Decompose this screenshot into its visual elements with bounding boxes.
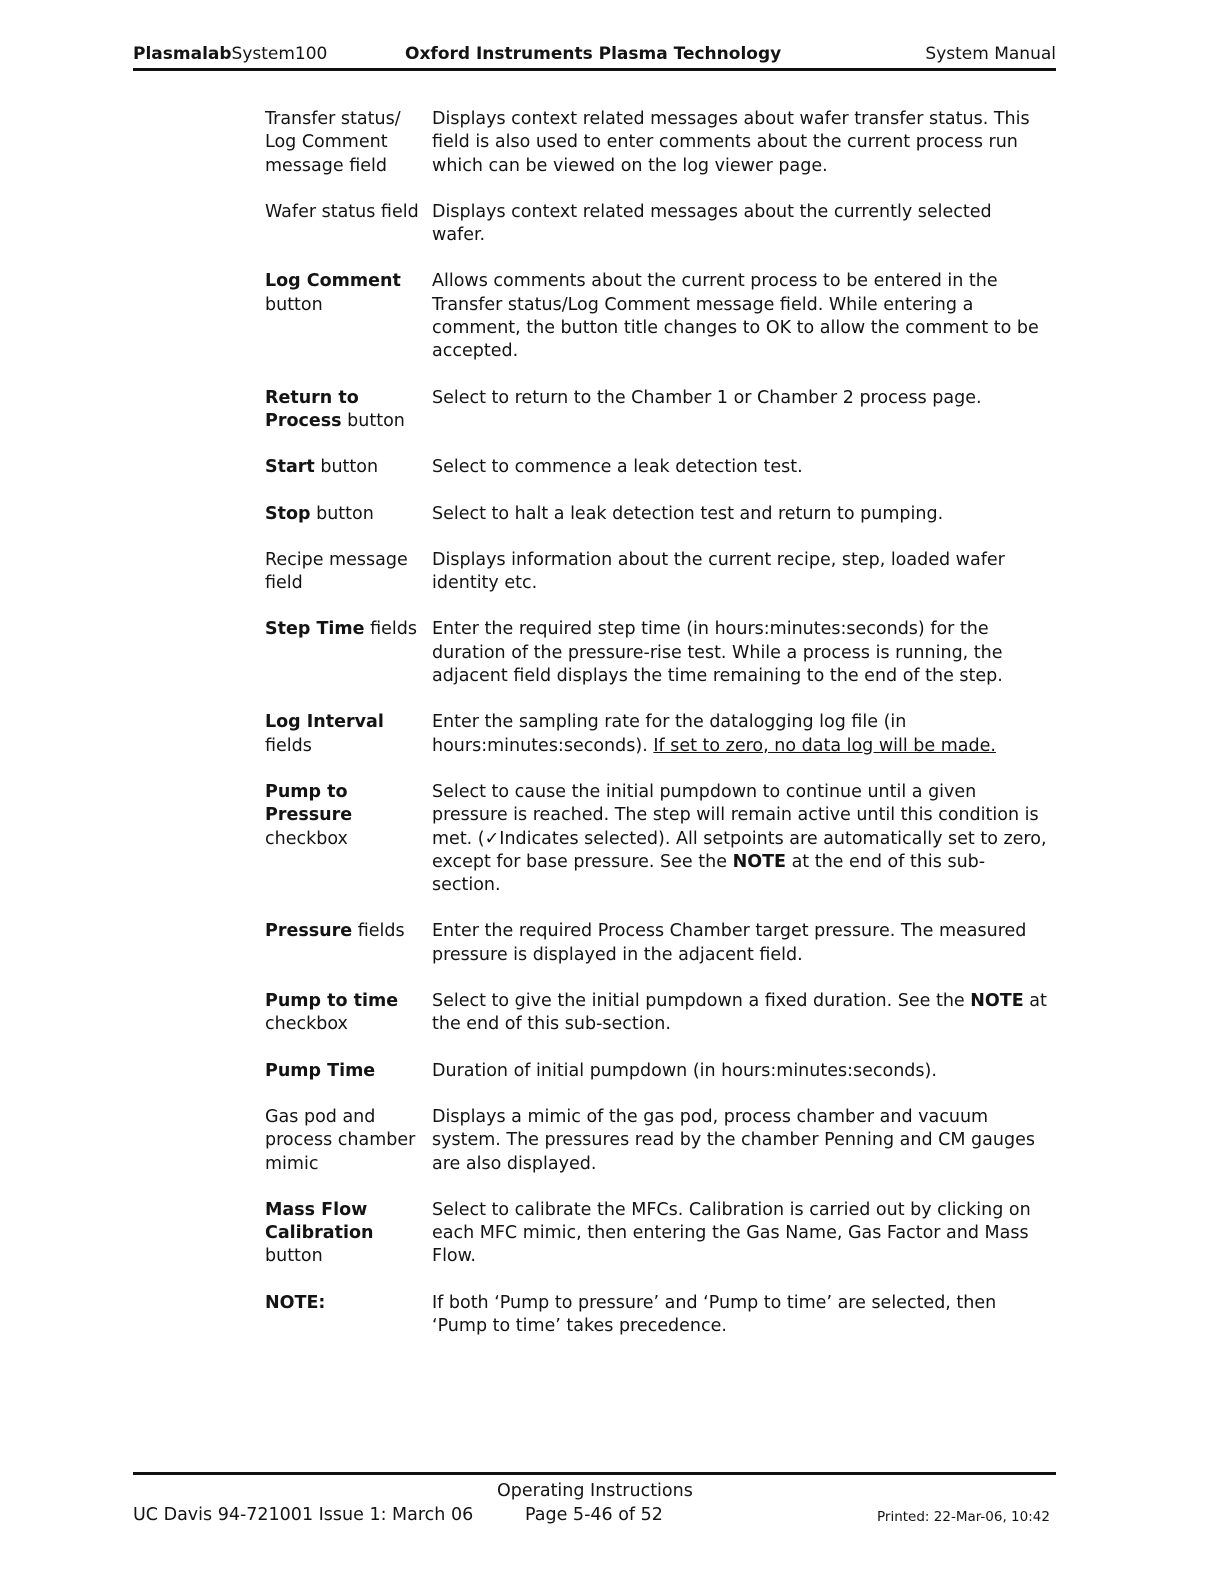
definition-row [265,920,1055,967]
description-text: Select to calibrate the MFCs. Calibration is carried out by clicking on each MFC mimic, then entering the Gas Name, Gas Factor and Mass Flow. [432,1199,1031,1267]
term-bold: Start [265,457,315,478]
definition-description [432,108,1047,178]
description-text: Select to return to the Chamber 1 or Chamber 2 process page. [432,387,982,408]
description-text: Enter the required step time (in hours:minutes:seconds) for the duration of the pressure-rise test. While a process is running, the adjacent field displays the time remaining to the end of the step. [432,619,1003,687]
definition-term [265,108,432,178]
term-bold: Pump Time [265,1060,376,1081]
definition-description [432,1199,1047,1269]
definition-row [265,270,1055,363]
definition-row [265,201,1055,248]
definition-row [265,387,1055,434]
page-header [133,42,1056,71]
definition-description [432,618,1047,688]
description-bold: NOTE [970,991,1024,1012]
definition-description [432,456,1047,479]
definition-description [432,387,1047,434]
term-text: button [320,457,379,478]
term-text: button [347,410,405,431]
term-text: button [265,1246,323,1267]
term-text: Wafer status field [265,201,419,222]
term-text: fields [370,619,417,640]
description-text: Enter the required Process Chamber target pressure. The measured pressure is displayed in the adjacent field. [432,921,1027,965]
definition-term [265,920,432,967]
description-text: Displays a mimic of the gas pod, process chamber and vacuum system. The pressures read by the chamber Penning and CM gauges are also displayed. [432,1106,1035,1174]
term-text: Gas pod and process chamber mimic [265,1106,416,1174]
definition-term [265,1199,432,1269]
definition-row [265,1292,1055,1339]
description-text: If both ‘Pump to pressure’ and ‘Pump to time’ are selected, then ‘Pump to time’ takes precedence. [432,1292,997,1336]
description-text: Duration of initial pumpdown (in hours:minutes:seconds). [432,1060,937,1081]
description-text: Select to cause the initial pumpdown to continue until a given pressure is reached. The step will remain active until this condition is met. (✓Indicates selected). All setpoints are automatically set to zero, except for base pressure. See the [432,781,1047,872]
description-text: Select to give the initial pumpdown a fixed duration. See the [432,991,965,1012]
term-text: fields [357,921,405,942]
definition-term [265,990,432,1037]
description-underlined: If set to zero, no data log will be made. [653,735,996,756]
definition-row [265,1199,1055,1269]
definition-description [432,270,1047,363]
definition-term [265,503,432,526]
footer-rule [133,1472,1056,1475]
term-text: checkbox [265,1014,348,1035]
description-text: Allows comments about the current process to be entered in the Transfer status/Log Comment message field. While entering a comment, the button title changes to OK to allow the comment to be accepted. [432,271,1039,362]
footer-printed-date: Printed: 22-Mar-06, 10:42 [877,1509,1050,1525]
definition-description [432,920,1047,967]
definition-term [265,201,432,248]
definition-term [265,618,432,688]
term-bold: Log Comment [265,271,401,292]
description-text-after: at the end of this sub-section. [432,991,1047,1035]
term-text: Transfer status/ Log Comment message field [265,109,401,176]
footer-section: Operating Instructions [497,1481,693,1501]
term-text: button [316,503,374,524]
term-bold: Mass Flow Calibration [265,1199,374,1244]
company-name: Oxford Instruments Plasma Technology [405,44,782,64]
definition-term [265,1106,432,1176]
term-bold: Pump to Pressure [265,781,353,826]
product-name-rest: System100 [231,44,328,64]
term-bold: Stop [265,503,311,524]
term-bold: Pressure [265,921,353,942]
description-text: Displays information about the current recipe, step, loaded wafer identity etc. [432,549,1005,594]
definition-row [265,618,1055,688]
definition-description [432,1292,1047,1339]
definition-description [432,549,1047,596]
term-text: button [265,294,323,315]
term-text: fields [265,735,312,756]
definition-list [265,108,1055,1338]
product-name-bold: Plasmalab [133,44,232,64]
definition-term [265,456,432,479]
definition-row [265,990,1055,1037]
definition-row [265,711,1055,758]
definition-term [265,270,432,363]
definition-description [432,990,1047,1037]
definition-row [265,781,1055,897]
term-bold: Step Time [265,619,365,640]
description-bold: NOTE [732,851,786,872]
definition-term [265,549,432,596]
definition-description [432,781,1047,897]
definition-description [432,711,1047,758]
definition-row [265,503,1055,526]
term-bold: Log Interval [265,712,384,733]
term-text: checkbox [265,828,348,849]
definition-row [265,108,1055,178]
term-bold: Pump to time [265,991,399,1012]
definition-description [432,503,1047,526]
definition-term [265,1292,432,1339]
definition-term [265,1060,432,1083]
definition-term [265,711,432,758]
description-text: Select to commence a leak detection test. [432,457,803,478]
manual-title: System Manual [925,44,1056,64]
term-bold: NOTE: [265,1292,326,1313]
footer-page-number: Page 5-46 of 52 [525,1505,663,1525]
description-text-after: at the end of this sub-section. [432,851,986,896]
definition-description [432,1060,1047,1083]
definition-description [432,201,1047,248]
definition-term [265,781,432,897]
definition-row [265,1106,1055,1176]
definition-row [265,549,1055,596]
description-text: Select to halt a leak detection test and return to pumping. [432,503,944,524]
definition-row [265,456,1055,479]
definition-row [265,1060,1055,1083]
description-text: Displays context related messages about wafer transfer status. This field is also used to enter comments about the current process run which can be viewed on the log viewer page. [432,109,1030,176]
description-text: Displays context related messages about the currently selected wafer. [432,201,992,246]
footer-issue: UC Davis 94-721001 Issue 1: March 06 [133,1505,474,1525]
term-text: Recipe message field [265,549,408,594]
product-name [133,42,327,66]
definition-term [265,387,432,434]
definition-description [432,1106,1047,1176]
term-bold: Return to Process [265,387,359,431]
description-text: Enter the sampling rate for the datalogging log file (in hours:minutes:seconds). [432,712,907,756]
